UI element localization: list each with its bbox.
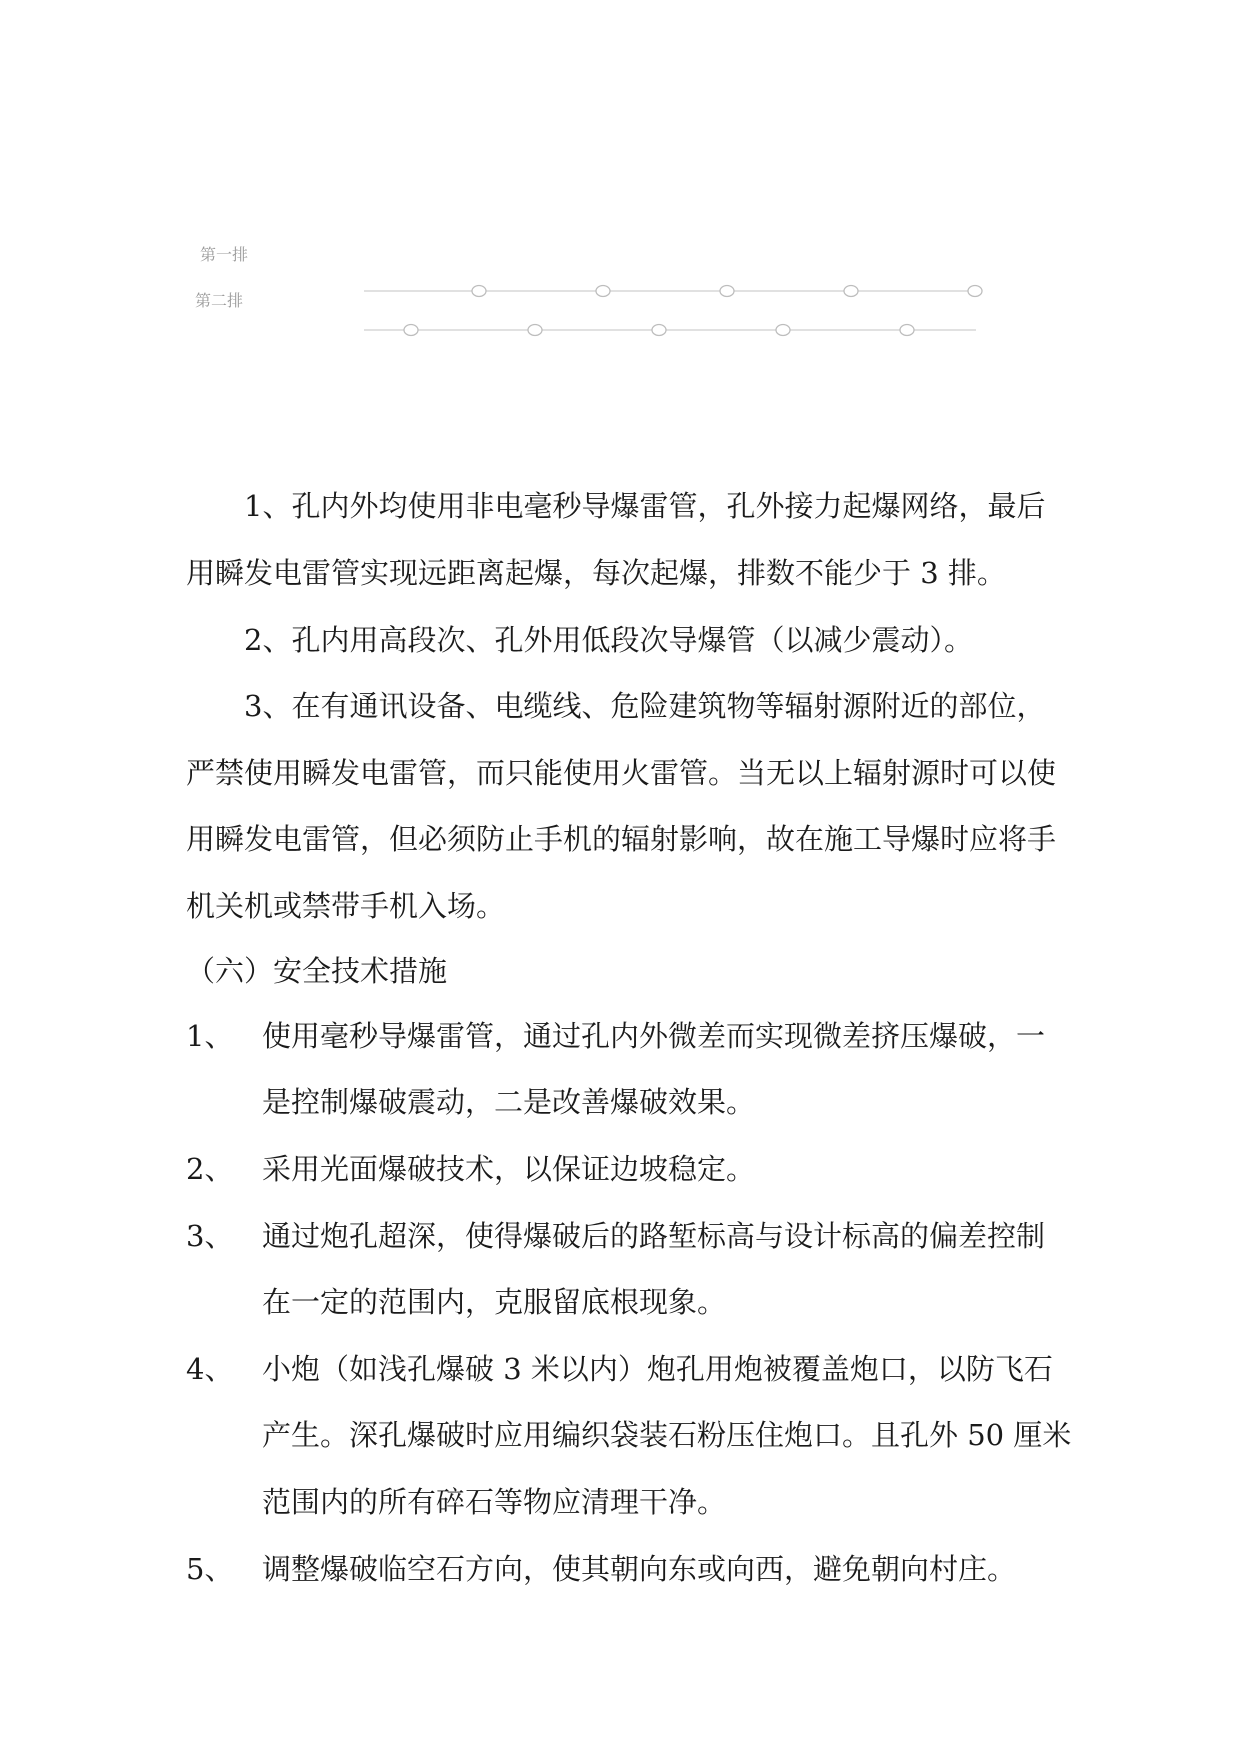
blast-hole-marker <box>472 286 486 297</box>
blast-hole-marker <box>596 286 610 297</box>
measure-line: 小炮（如浅孔爆破 3 米以内）炮孔用炮被覆盖炮口，以防飞石 <box>262 1352 1053 1386</box>
measure-line: 采用光面爆破技术，以保证边坡稳定。 <box>262 1152 756 1186</box>
blast-hole-marker <box>968 286 982 297</box>
measure-number: 4、 <box>186 1352 234 1386</box>
measure-line: 在一定的范围内，克服留底根现象。 <box>262 1285 727 1319</box>
blast-hole-marker <box>900 325 914 336</box>
measure-line: 范围内的所有碎石等物应清理干净。 <box>262 1485 727 1519</box>
measure-line: 使用毫秒导爆雷管，通过孔内外微差而实现微差挤压爆破，一 <box>262 1019 1046 1053</box>
section-heading: （六）安全技术措施 <box>186 954 448 988</box>
paragraph-line: 机关机或禁带手机入场。 <box>186 889 506 923</box>
row-label-first: 第一排 <box>200 245 249 264</box>
measure-number: 5、 <box>186 1552 234 1586</box>
blast-hole-marker <box>404 325 418 336</box>
measure-number: 2、 <box>186 1152 234 1186</box>
blast-hole-marker <box>528 325 542 336</box>
measure-number: 1、 <box>186 1019 234 1053</box>
measure-number: 3、 <box>186 1219 234 1253</box>
blast-hole-marker <box>844 286 858 297</box>
paragraph-line: 3、在有通讯设备、电缆线、危险建筑物等辐射源附近的部位， <box>244 689 1046 723</box>
blast-hole-layout-diagram <box>0 0 1241 360</box>
measure-line: 是控制爆破震动，二是改善爆破效果。 <box>262 1085 756 1119</box>
measure-line: 产生。深孔爆破时应用编织袋装石粉压住炮口。且孔外 50 厘米 <box>262 1418 1072 1452</box>
measure-line: 调整爆破临空石方向，使其朝向东或向西，避免朝向村庄。 <box>262 1552 1017 1586</box>
paragraph-line: 2、孔内用高段次、孔外用低段次导爆管（以减少震动）。 <box>244 623 973 657</box>
blast-hole-marker <box>652 325 666 336</box>
blast-hole-marker <box>720 286 734 297</box>
measure-line: 通过炮孔超深，使得爆破后的路堑标高与设计标高的偏差控制 <box>262 1219 1046 1253</box>
blast-hole-marker <box>776 325 790 336</box>
paragraph-line: 用瞬发电雷管实现远距离起爆，每次起爆，排数不能少于 3 排。 <box>186 556 1006 590</box>
paragraph-line: 1、孔内外均使用非电毫秒导爆雷管，孔外接力起爆网络，最后 <box>244 489 1046 523</box>
row-label-second: 第二排 <box>195 291 244 310</box>
paragraph-line: 严禁使用瞬发电雷管，而只能使用火雷管。当无以上辐射源时可以使 <box>186 756 1057 790</box>
paragraph-line: 用瞬发电雷管，但必须防止手机的辐射影响，故在施工导爆时应将手 <box>186 822 1057 856</box>
hole-rows-svg <box>0 0 1241 360</box>
